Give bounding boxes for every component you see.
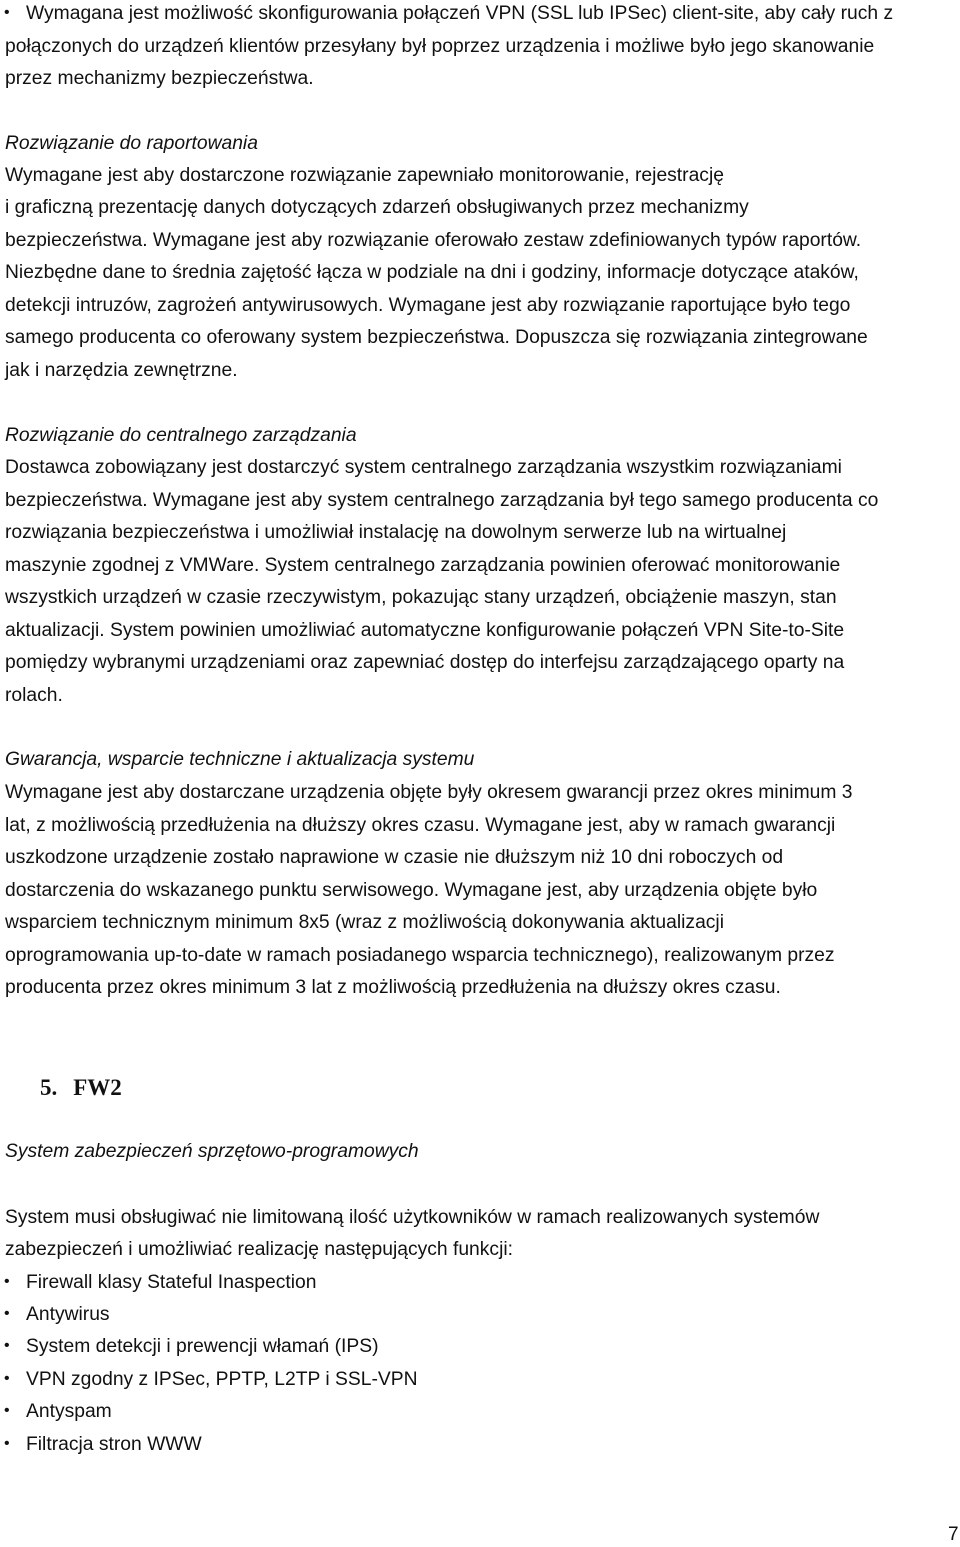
- reporting-line: samego producenta co oferowany system bezpieczeństwa. Dopuszcza się rozwiązania zintegrowane: [5, 327, 868, 348]
- management-line: rozwiązania bezpieczeństwa i umożliwiał instalację na dowolnym serwerze lub na wirtualnej: [5, 522, 787, 543]
- bullet-marker: •: [4, 1337, 10, 1354]
- feature-list-item: VPN zgodny z IPSec, PPTP, L2TP i SSL-VPN: [26, 1369, 418, 1390]
- warranty-line: uszkodzone urządzenie zostało naprawione w czasie nie dłuższym niż 10 dni roboczych od: [5, 847, 784, 868]
- reporting-line: detekcji intruzów, zagrożeń antywirusowych. Wymagane jest aby rozwiązanie raportujące było tego: [5, 295, 851, 316]
- management-line: aktualizacji. System powinien umożliwiać automatyczne konfigurowanie połączeń VPN Site-to-Site: [5, 620, 845, 641]
- management-line: Dostawca zobowiązany jest dostarczyć system centralnego zarządzania wszystkim rozwiązaniami: [5, 457, 842, 478]
- warranty-line: wsparciem technicznym minimum 8x5 (wraz z możliwością dokonywania aktualizacji: [5, 912, 724, 933]
- bullet-marker: •: [4, 1402, 10, 1419]
- top-bullet-line: przez mechanizmy bezpieczeństwa.: [5, 68, 314, 89]
- section-5-heading: [40, 1075, 122, 1101]
- section-5-intro-line: System musi obsługiwać nie limitowaną ilość użytkowników w ramach realizowanych systemów: [5, 1207, 820, 1228]
- bullet-marker: •: [4, 1370, 10, 1387]
- section-5-subtitle: System zabezpieczeń sprzętowo-programowych: [5, 1141, 419, 1162]
- reporting-line: i graficzną prezentację danych dotyczących zdarzeń obsługiwanych przez mechanizmy: [5, 197, 749, 218]
- reporting-line: jak i narzędzia zewnętrzne.: [5, 360, 238, 381]
- bullet-marker: •: [4, 1273, 10, 1290]
- management-heading: Rozwiązanie do centralnego zarządzania: [5, 425, 357, 446]
- top-bullet-line: połączonych do urządzeń klientów przesyłany był poprzez urządzenia i możliwe było jego skanowanie: [5, 36, 875, 57]
- bullet-marker: •: [4, 4, 10, 21]
- feature-list-item: Filtracja stron WWW: [26, 1434, 202, 1455]
- warranty-line: lat, z możliwością przedłużenia na dłuższy okres czasu. Wymagane jest, aby w ramach gwarancji: [5, 815, 836, 836]
- warranty-line: producenta przez okres minimum 3 lat z możliwością przedłużenia na dłuższy okres czasu.: [5, 977, 781, 998]
- management-line: wszystkich urządzeń w czasie rzeczywistym, pokazując stany urządzeń, obciążenie maszyn, stan: [5, 587, 837, 608]
- warranty-line: oprogramowania up-to-date w ramach posiadanego wsparcia technicznego), realizowanym przez: [5, 945, 835, 966]
- bullet-marker: •: [4, 1305, 10, 1322]
- management-line: pomiędzy wybranymi urządzeniami oraz zapewniać dostęp do interfejsu zarządzającego oparty na: [5, 652, 845, 673]
- management-line: maszynie zgodnej z VMWare. System centralnego zarządzania powinien oferować monitorowanie: [5, 555, 841, 576]
- feature-list-item: Antywirus: [26, 1304, 110, 1325]
- reporting-heading: Rozwiązanie do raportowania: [5, 133, 258, 154]
- warranty-line: dostarczenia do wskazanego punktu serwisowego. Wymagane jest, aby urządzenia objęte było: [5, 880, 818, 901]
- section-5-intro-line: zabezpieczeń i umożliwiać realizację następujących funkcji:: [5, 1239, 513, 1260]
- warranty-line: Wymagane jest aby dostarczane urządzenia objęte były okresem gwarancji przez okres minimum 3: [5, 782, 853, 803]
- warranty-heading: Gwarancja, wsparcie techniczne i aktualizacja systemu: [5, 749, 475, 770]
- reporting-line: Niezbędne dane to średnia zajętość łącza w podziale na dni i godziny, informacje dotyczące ataków,: [5, 262, 859, 283]
- reporting-line: Wymagane jest aby dostarczone rozwiązanie zapewniało monitorowanie, rejestrację: [5, 165, 724, 186]
- section-number: 5.: [40, 1075, 58, 1100]
- feature-list-item: Firewall klasy Stateful Inaspection: [26, 1272, 317, 1293]
- bullet-marker: •: [4, 1435, 10, 1452]
- feature-list-item: System detekcji i prewencji włamań (IPS): [26, 1336, 379, 1357]
- management-line: bezpieczeństwa. Wymagane jest aby system centralnego zarządzania był tego samego producenta co: [5, 490, 879, 511]
- reporting-line: bezpieczeństwa. Wymagane jest aby rozwiązanie oferowało zestaw zdefiniowanych typów raportów.: [5, 230, 862, 251]
- top-bullet-line: Wymagana jest możliwość skonfigurowania połączeń VPN (SSL lub IPSec) client-site, aby cały ruch z: [26, 3, 894, 24]
- page-number: 7: [948, 1524, 959, 1545]
- management-line: rolach.: [5, 685, 63, 706]
- feature-list-item: Antyspam: [26, 1401, 112, 1422]
- section-title: FW2: [73, 1075, 122, 1100]
